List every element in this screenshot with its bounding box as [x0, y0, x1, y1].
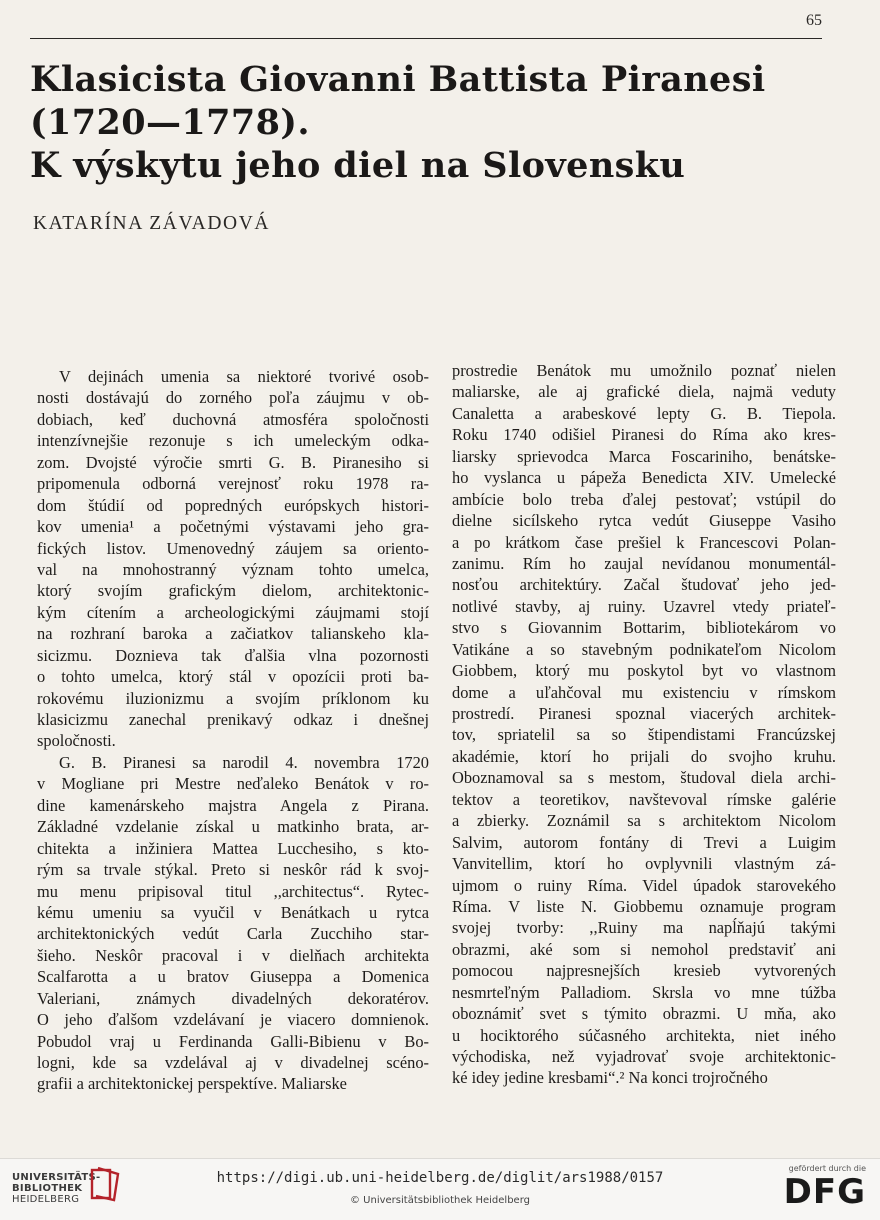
text-line: nosti dostávajú do zorného poľa záujmu v ob- [37, 388, 429, 408]
text-line: klasicizmu zanechal prenikavý odkaz i dnešnej [37, 710, 429, 729]
text-line: ho vyslanca u pápeža Benedicta XIV. Umelecké [452, 468, 836, 488]
text-line: logni, kde sa vzdelával aj v divadelnej scéno- [37, 1053, 429, 1072]
funding-note: gefördert durch die [788, 1164, 866, 1173]
text-line: dine kamenárskeho majstra Angela z Pirana. [37, 795, 429, 815]
text-line: prostredí. Piranesi spoznal viacerých architek- [452, 704, 836, 723]
text-line: dobiach, keď duchovná atmosféra spoločnosti [37, 409, 429, 429]
text-line: tektov a teoretikov, navštevoval rímske galérie [452, 789, 836, 809]
text-line: liarsky sprievodca Marca Foscariniho, benátske- [452, 446, 836, 466]
text-line: Salvim, autorom fontány di Trevi a Luigim [452, 832, 836, 852]
text-line: Ríma. V liste N. Giobbemu oznamuje program [452, 896, 836, 916]
header-rule [30, 38, 822, 39]
text-line: maliarske, ale aj grafické diela, najmä veduty [452, 382, 836, 402]
text-line: pripomenula odborná verejnosť roku 1978 ra- [37, 474, 429, 494]
text-line: a po krátkom čase prešiel k Francescovi Polan- [452, 532, 836, 552]
text-line: nesmrteľným Palladiom. Skrsla vo mne túžba [452, 982, 836, 1002]
text-line: fických listov. Umenovedný záujem sa oriento- [37, 538, 429, 558]
library-name-line: HEIDELBERG [12, 1194, 80, 1205]
text-line: mu menu pripisoval titul ,,architectus“. Rytec- [37, 881, 429, 901]
text-line: Oboznamoval sa s mestom, študoval diela archi- [452, 768, 836, 788]
text-line: Vanvitellim, ktorí ho ovplyvnili vlastným zá- [452, 854, 836, 874]
text-line: Valeriani, známych divadelných dekoratérov. [37, 988, 429, 1008]
library-name-line: BIBLIOTHEK [12, 1183, 83, 1194]
text-line: val na mnohostranný význam tohto umelca, [37, 559, 429, 579]
left-text-column [37, 366, 429, 1095]
text-line: dome a uľahčoval mu existenciu v rímskom [452, 682, 836, 702]
text-line: východiska, než vyjadrovať svoje architektonic- [452, 1047, 836, 1066]
library-name-line: UNIVERSITÄTS- [12, 1172, 101, 1183]
text-line: pomocou najpresnejších kresieb vytvorených [452, 961, 836, 981]
title-line: Klasicista Giovanni Battista Piranesi [30, 59, 766, 100]
text-line: Roku 1740 odišiel Piranesi do Ríma ako kres- [452, 425, 836, 445]
text-line: Canaletta a arabeskové lepty G. B. Tiepola. [452, 403, 836, 423]
text-line: tov, spriatelil sa so štipendistami Francúzskej [452, 725, 836, 745]
text-line: ujmom o ruiny Ríma. Videl úpadok starovekého [452, 875, 836, 895]
text-line: Giobbem, ktorý mu poskytol byt vo vlastnom [452, 661, 836, 681]
text-line: šieho. Neskôr pracoval i v dielňach architekta [37, 945, 429, 965]
text-line: zom. Dvojsté výročie smrti G. B. Piranesiho si [37, 452, 429, 472]
text-line: Pobudol vraj u Ferdinanda Galli-Bibienu v Bo- [37, 1031, 429, 1051]
right-text-column [452, 360, 836, 1089]
text-line: ktorý svojím grafickým dielom, architektonic- [37, 581, 429, 601]
text-line: architektonických vedút Carla Zucchiho star- [37, 924, 429, 944]
text-line: notlivé stavby, aj ruiny. Uzavrel vtedy priateľ- [452, 596, 836, 616]
text-line: G. B. Piranesi sa narodil 4. novembra 1720 [59, 752, 429, 772]
text-line: akadémie, ktorí ho prijali do svojho kruhu. [452, 746, 836, 766]
text-line: a zbierky. Zoznámil sa s architektom Nicolom [452, 811, 836, 831]
text-line: o tohto umelca, ktorý stál v opozícii proti ba- [37, 667, 429, 687]
page-number: 65 [806, 12, 822, 29]
text-line: na rozhraní baroka a začiatkov talianskeho kla- [37, 624, 429, 644]
text-line: oboznámiť svet s týmito obrazmi. U mňa, ako [452, 1004, 836, 1024]
text-line: nosťou architektúry. Začal študovať jeho jed- [452, 575, 836, 595]
title-line: K výskytu jeho diel na Slovensku [30, 145, 686, 186]
text-line: svojej tvorby: ,,Ruiny ma napĺňajú takými [452, 918, 836, 938]
text-line: spoločnosti. [37, 731, 116, 751]
text-line: dielne sicílskeho rytca vedút Giuseppe Vasiho [452, 511, 836, 531]
author-name: KATARÍNA ZÁVADOVÁ [33, 213, 271, 234]
text-line: ambície bolo treba ďalej pestovať; vstúpil do [452, 489, 836, 509]
text-line: Scalfarotta a u bratov Giuseppa a Domenica [37, 967, 429, 987]
text-line: kým cítením a archeologickými záujmami stojí [37, 602, 429, 622]
text-line: Základné vzdelanie získal u matkinho brata, ar- [37, 817, 429, 837]
text-line: rokovému iluzionizmu a svojím príklonom ku [37, 688, 429, 708]
text-line: intenzívnejšie rezonuje s ich umeleckým odka- [37, 431, 429, 451]
text-line: zanimu. Rím ho zaujal nevídanou monumentál- [452, 553, 836, 573]
text-line: ké idey jedine kresbami“.² Na konci trojročného [452, 1068, 768, 1088]
text-line: obrazmi, aké som si nemohol predstaviť ani [452, 939, 836, 959]
text-line: V dejinách umenia sa niektoré tvorivé osob- [59, 367, 429, 386]
text-line: v Mogliane pri Mestre neďaleko Benátok v ro- [37, 774, 429, 794]
copyright-notice: © Universitätsbibliothek Heidelberg [349, 1195, 530, 1206]
title-line: (1720—1778). [30, 102, 310, 143]
text-line: u hociktorého súčasného architekta, niet iného [452, 1025, 836, 1045]
text-line: chitekta a inžiniera Mattea Lucchesiho, s kto- [37, 838, 429, 858]
permalink-url[interactable]: https://digi.ub.uni-heidelberg.de/diglit/ars1988/0157 [216, 1170, 664, 1186]
text-line: kému umeniu sa vyučil v Benátkach u rytca [37, 902, 429, 922]
text-line: dom štúdií od popredných európskych histori- [37, 495, 429, 515]
dfg-logo[interactable]: DFG [783, 1172, 866, 1212]
article-title [30, 58, 830, 187]
text-line: prostredie Benátok mu umožnilo poznať nielen [452, 361, 836, 380]
text-line: O jeho ďalšom vzdelávaní je viacero domnienok. [37, 1010, 429, 1030]
text-line: kov umenia¹ a početnými výstavami jeho gra- [37, 517, 429, 537]
text-line: Vatikáne a so stavebným podnikateľom Nicolom [452, 639, 836, 659]
text-line: rým sa trvale stýkal. Preto si neskôr rád k svoj- [37, 860, 429, 880]
text-line: stvo s Giovannim Bottarim, bibliotekárom vo [452, 618, 836, 638]
viewer-footer [0, 1158, 880, 1220]
text-line: sicizmu. Doznieva tak ďalšia vlna pozornosti [37, 645, 429, 665]
text-line: grafii a architektonickej perspektíve. Maliarske [37, 1074, 347, 1094]
